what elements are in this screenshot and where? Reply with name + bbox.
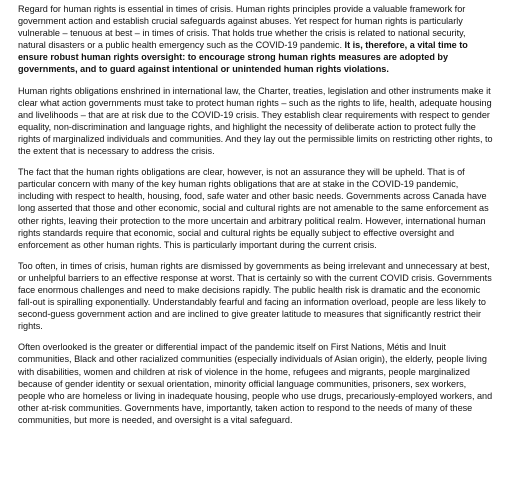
paragraph-1-text: Regard for human rights is essential in times of crisis. Human rights principles provide a valuable framework for government action and establish crucial safeguards against abuses. Yet respect for human rights is particularly vulnerable – tenuous at best – in times of crisis. That holds true whether the crisis is related to national security, natural disasters or a public health emergency such as the COVID-19 pandemic. — [18, 4, 466, 51]
paragraph-1-bold-statement: It is, therefore, a vital time to ensure robust human rights oversight: to encourage strong human rights measures are adopted by governments, and to guard against intentional or unintended human rights violations. — [18, 40, 468, 75]
paragraph-3: The fact that the human rights obligations are clear, however, is not an assurance they will be upheld. That is of particular concern with many of the key human rights obligations that are at stake in the COVID-19 pandemic, including with respect to health, housing, food, safe water and other basic needs. Governments across Canada have long asserted that those and other economic, social and cultural rights are not amenable to the same enforcement as other rights, leaving their protection to the more uncertain and arbitrary political realm. However, international human rights standards require that economic, social and cultural rights be equally subject to effective oversight and enforcement as other human rights. This is particularly important during the current crisis. — [18, 167, 489, 250]
paragraph-5: Often overlooked is the greater or differential impact of the pandemic itself on First Nations, Métis and Inuit communities, Black and other racialized communities (especially individuals of Asian origin), the elderly, people living with disabilities, women and children at risk of violence in the home, refugees and migrants, people marginalized because of gender identity or sexual orientation, minority official language communities, prisoners, sex workers, people who are homeless or living in inadequate housing, people who use drugs, precariously-employed workers, and other at-risk communities. Governments have, importantly, taken action to respond to the needs of many of these communities, but more is needed, and oversight is a vital safeguard. — [18, 342, 493, 425]
paragraph-1 — [18, 3, 494, 76]
paragraph-4: Too often, in times of crisis, human rights are dismissed by governments as being irrelevant and unnecessary at best, or unhelpful barriers to an effective response at worst. That is certainly so with the current COVID crisis. Governments face enormous challenges and need to make decisions rapidly. The public health risk is dramatic and the economic fall-out is spiralling exponentially. Understandably fearful and facing an information overload, people are less likely to second-guess government action and are inclined to give greater latitude to measures that significantly restrict their rights. — [18, 260, 492, 332]
paragraph-2: Human rights obligations enshrined in international law, the Charter, treaties, legislation and other instruments make it clear what action governments must take to protect human rights – such as the rights to life, health, adequate housing and livelihoods – that are at risk due to the COVID-19 crisis. They establish clear requirements with respect to gender equality, non-discrimination and language rights, and highlight the necessity of deliberate action to protect fully the rights of marginalized individuals and communities. And they lay out the permissible limits on restricting other rights, to the extent that is necessary to address the crisis. — [18, 85, 493, 157]
